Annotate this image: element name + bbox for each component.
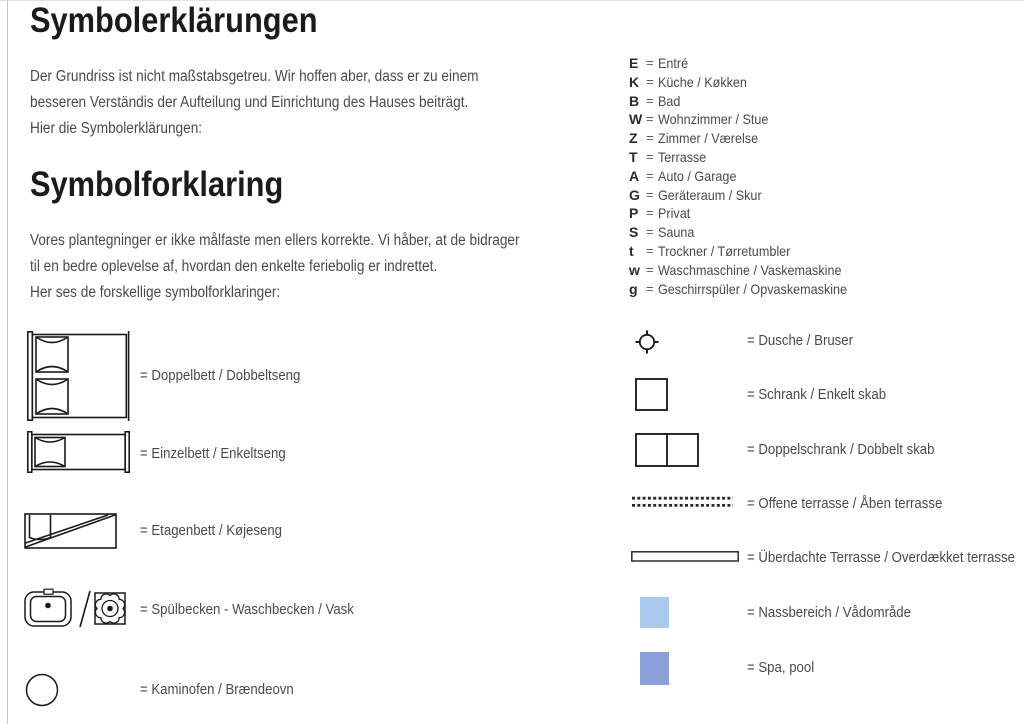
- equals-sign: =: [646, 205, 654, 221]
- legend-label-double-cupboard: = Doppelschrank / Dobbelt skab: [747, 441, 935, 458]
- room-code-meaning: Waschmaschine / Vaskemaskine: [658, 261, 842, 278]
- room-code-letter: S: [629, 224, 639, 241]
- equals-sign: =: [646, 186, 654, 202]
- page-title-german: Symbolerklärungen: [30, 1, 318, 40]
- equals-sign: =: [646, 92, 654, 108]
- double-bed-icon: [25, 331, 132, 421]
- room-code-meaning: Privat: [658, 205, 691, 222]
- room-code-letter: K: [629, 73, 640, 90]
- room-code-row: [629, 186, 868, 205]
- legend-label-shower: = Dusche / Bruser: [747, 332, 854, 349]
- room-code-row: [629, 110, 868, 129]
- intro-danish-line: Her ses de forskellige symbolforklaringer:: [30, 284, 281, 301]
- room-code-meaning: Terrasse: [658, 148, 707, 165]
- equals-sign: =: [646, 55, 654, 70]
- legend-label-spa-pool: = Spa, pool: [747, 659, 815, 676]
- legend-label-covered-terrace: = Überdachte Terrasse / Overdækket terrasse: [747, 549, 1015, 566]
- shower-icon: [634, 329, 660, 355]
- room-code-meaning: Bad: [658, 92, 681, 109]
- sink-basin-icon: [24, 587, 126, 631]
- single-cupboard-icon: [635, 378, 668, 411]
- room-code-meaning: Wohnzimmer / Stue: [658, 111, 769, 128]
- page-edge-left: [7, 0, 8, 724]
- room-code-letter: B: [629, 92, 640, 109]
- equals-sign: =: [646, 224, 654, 240]
- legend-label-double-bed: = Doppelbett / Dobbeltseng: [140, 367, 301, 384]
- equals-sign: =: [646, 130, 654, 146]
- room-code-list: [629, 54, 868, 298]
- room-code-letter: E: [629, 55, 639, 71]
- room-code-row: [629, 148, 868, 167]
- room-code-meaning: Zimmer / Værelse: [658, 130, 759, 147]
- wood-stove-icon: [25, 673, 59, 707]
- legend-label-sink: = Spülbecken - Waschbecken / Vask: [140, 601, 354, 618]
- room-code-row: [629, 54, 868, 73]
- room-code-letter: t: [629, 242, 634, 259]
- room-code-letter: G: [629, 186, 640, 203]
- legend-label-bunk-bed: = Etagenbett / Køjeseng: [140, 522, 283, 539]
- room-code-row: [629, 261, 868, 280]
- legend-label-wet-area: = Nassbereich / Vådområde: [747, 604, 911, 621]
- page-title-danish: Symbolforklaring: [30, 165, 284, 204]
- intro-german: [30, 64, 479, 142]
- wet-area-icon: [640, 597, 669, 628]
- room-code-row: [629, 242, 868, 261]
- room-code-letter: w: [629, 261, 640, 278]
- room-code-row: [629, 280, 868, 299]
- equals-sign: =: [646, 148, 654, 164]
- room-code-meaning: Sauna: [658, 224, 695, 241]
- room-code-letter: Z: [629, 130, 638, 147]
- equals-sign: =: [646, 167, 654, 183]
- intro-danish-line: Vores plantegninger er ikke målfaste men ellers korrekte. Vi håber, at de bidrager: [30, 232, 520, 249]
- room-code-meaning: Geschirrspüler / Opvaskemaskine: [658, 280, 848, 297]
- room-code-letter: T: [629, 148, 638, 165]
- room-code-meaning: Geräteraum / Skur: [658, 186, 762, 203]
- room-code-letter: P: [629, 205, 639, 222]
- equals-sign: =: [646, 73, 654, 89]
- room-code-row: [629, 204, 868, 223]
- legend-label-stove: = Kaminofen / Brændeovn: [140, 681, 294, 698]
- room-code-meaning: Entré: [658, 55, 689, 71]
- covered-terrace-icon: [631, 551, 739, 562]
- room-code-row: [629, 167, 868, 186]
- double-cupboard-icon: [635, 433, 699, 467]
- room-code-meaning: Trockner / Tørretumbler: [658, 242, 791, 259]
- equals-sign: =: [646, 242, 654, 258]
- intro-german-line: Der Grundriss ist nicht maßstabsgetreu. Wir hoffen aber, dass er zu einem: [30, 68, 479, 85]
- room-code-letter: g: [629, 280, 638, 297]
- intro-german-line: besseren Verständis der Aufteilung und Einrichtung des Hauses beiträgt.: [30, 94, 469, 111]
- open-terrace-icon: [631, 495, 734, 509]
- single-bed-icon: [25, 431, 132, 473]
- equals-sign: =: [646, 280, 654, 296]
- room-code-meaning: Küche / Køkken: [658, 73, 747, 90]
- room-code-letter: A: [629, 167, 640, 184]
- room-code-row: [629, 223, 868, 242]
- legend-label-single-bed: = Einzelbett / Enkeltseng: [140, 445, 286, 462]
- room-code-row: [629, 129, 868, 148]
- room-code-meaning: Auto / Garage: [658, 167, 737, 184]
- spa-pool-icon: [640, 652, 669, 685]
- room-code-row: [629, 92, 868, 111]
- legend-label-single-cupboard: = Schrank / Enkelt skab: [747, 386, 887, 403]
- legend-label-open-terrace: = Offene terrasse / Åben terrasse: [747, 495, 943, 512]
- bunk-bed-icon: [24, 512, 118, 550]
- equals-sign: =: [646, 111, 654, 127]
- room-code-letter: W: [629, 111, 643, 128]
- equals-sign: =: [646, 261, 654, 277]
- intro-german-line: Hier die Symbolerklärungen:: [30, 120, 203, 137]
- room-code-row: [629, 73, 868, 92]
- intro-danish-line: til en bedre oplevelse af, hvordan den enkelte feriebolig er indrettet.: [30, 258, 438, 275]
- intro-danish: [30, 228, 520, 306]
